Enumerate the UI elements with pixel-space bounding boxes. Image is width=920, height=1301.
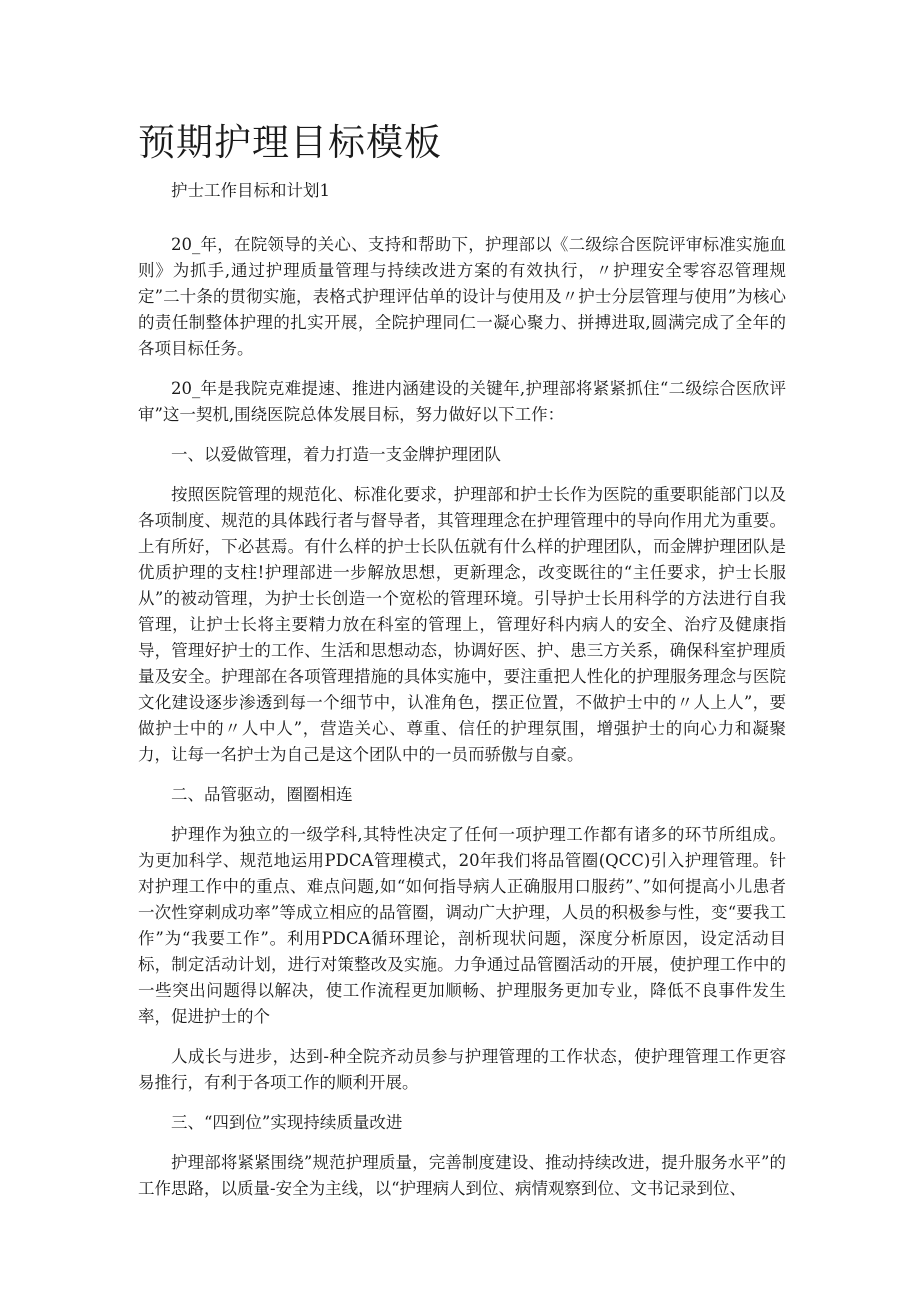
paragraph-section-3: 护理部将紧紧围绕”规范护理质量，完善制度建设、推动持续改进，提升服务水平”的工作思路，以质量-安全为主线，以“护理病人到位、病情观察到位、文书记录到位、 (138, 1153, 786, 1198)
section-heading-1: 一、以爱做管理，着力打造一支金牌护理团队 (171, 445, 501, 464)
paragraph-section-2: 护理作为独立的一级学科,其特性决定了任何一项护理工作都有诸多的环节所组成。为更加科学、规范地运用PDCA管理模式，20年我们将品管圈(QCC)引入护理管理。针对护理工作中的重点、难点问题,如“如何指导病人正确服用口服药”、”如何提高小儿患者一次性穿刺成功率”等成立相应的品管圈，调动广大护理，人员的积极参与性，变“要我工作”为“我要工作”。利用PDCA循环理论，剖析现状问题，深度分析原因，设定活动目标，制定活动计划，进行对策整改及实施。力争通过品管圈活动的开展，使护理工作中的一些突出问题得以解决，使工作流程更加顺畅、护理服务更加专业，降低不良事件发生率，促进护士的个 (138, 825, 786, 1026)
document-title: 预期护理目标模板 (138, 121, 442, 164)
paragraph-intro: 20_年，在院领导的关心、支持和帮助下，护理部以《二级综合医院评审标准实施血则》为抓手,通过护理质量管理与持续改进方案的有效执行，〃护理安全零容忍管理规定”二十条的贯彻实施，表格式护理评估单的设计与使用及〃护士分层管理与使用”为核心的责任制整体护理的扎实开展，全院护理同仁一凝心聚力、拼搏进取,圆满完成了全年的各项目标任务。 (138, 235, 786, 358)
section-heading-3: 三、“四到位”实现持续质量改进 (171, 1113, 403, 1132)
paragraph-section-1: 按照医院管理的规范化、标准化要求，护理部和护士长作为医院的重要职能部门以及各项制度、规范的具体践行者与督导者，其管理理念在护理管理中的导向作用尤为重要。上有所好，下必甚焉。有什么样的护士长队伍就有什么样的护理团队，而金牌护理团队是优质护理的支柱!护理部进一步解放思想，更新理念，改变既往的“主任要求，护士长服从”的被动管理，为护士长创造一个宽松的管理环境。引导护士长用科学的方法进行自我管理，让护士长将主要精力放在科室的管理上，管理好科内病人的安全、治疗及健康指导，管理好护士的工作、生活和思想动态，协调好医、护、患三方关系，确保科室护理质量及安全。护理部在各项管理措施的具体实施中，要注重把人性化的护理服务理念与医院文化建设逐步渗透到每一个细节中，认准角色，摆正位置，不做护士中的〃人上人”，要做护士中的〃人中人”，营造关心、尊重、信任的护理氛围，增强护士的向心力和凝聚力，让每一名护士为自己是这个团队中的一员而骄傲与自豪。 (138, 485, 786, 764)
paragraph-plan: 20_年是我院克难提速、推进内涵建设的关键年,护理部将紧紧抓住“二级综合医欣评审”这一契机,围绕医院总体发展目标，努力做好以下工作： (138, 379, 786, 424)
paragraph-section-2-continued: 人成长与进步，达到-种全院齐动员参与护理管理的工作状态，使护理管理工作更容易推行，有利于各项工作的顺利开展。 (138, 1047, 786, 1092)
section-heading-2: 二、品管驱动，圈圈相连 (171, 785, 353, 804)
document-subtitle: 护士工作目标和计划1 (171, 181, 330, 200)
document-body (138, 178, 786, 1216)
